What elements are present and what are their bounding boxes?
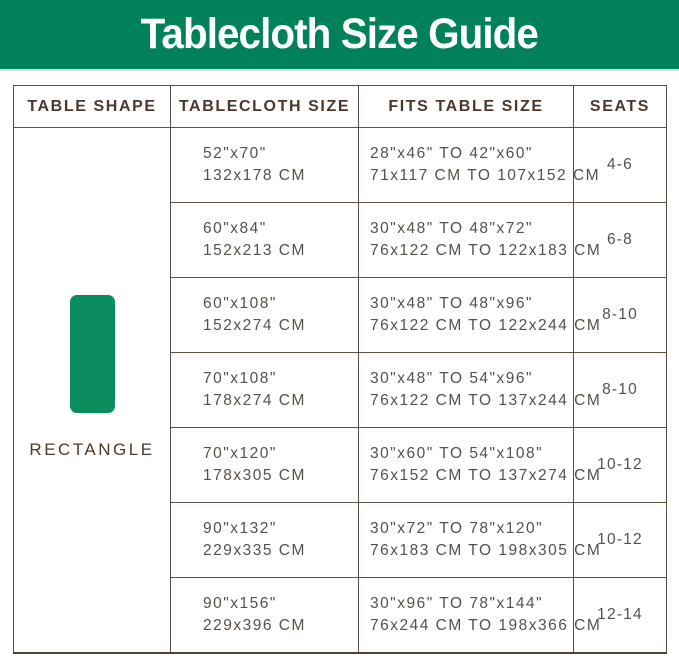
size-cm: 152x274 CM bbox=[203, 317, 306, 334]
size-inches: 60"x108" bbox=[203, 295, 277, 312]
tablecloth-size-cell bbox=[171, 278, 359, 353]
size-cm: 178x274 CM bbox=[203, 392, 306, 409]
title-banner bbox=[0, 0, 679, 71]
shape-block bbox=[15, 295, 169, 460]
tablecloth-size-cell bbox=[171, 578, 359, 653]
size-cm: 178x305 CM bbox=[203, 467, 306, 484]
fits-inches: 30"x72" TO 78"x120" bbox=[370, 520, 544, 537]
tablecloth-size-cell bbox=[171, 428, 359, 503]
size-cm: 229x335 CM bbox=[203, 542, 306, 559]
fits-inches: 28"x46" TO 42"x60" bbox=[370, 145, 534, 162]
fits-inches: 30"x48" TO 48"x96" bbox=[370, 295, 534, 312]
size-inches: 90"x156" bbox=[203, 594, 277, 612]
fits-table-size-cell bbox=[359, 503, 602, 578]
seats-cell: 6-8 bbox=[574, 203, 667, 278]
column-header-table-shape: TABLE SHAPE bbox=[14, 86, 171, 128]
column-header-seats: SEATS bbox=[574, 86, 667, 128]
size-inches: 70"x120" bbox=[203, 445, 277, 462]
column-header-fits-table-size: FITS TABLE SIZE bbox=[359, 86, 574, 128]
seats-cell: 10-12 bbox=[574, 503, 667, 578]
fits-cm: 76x122 CM TO 122x183 CM bbox=[370, 242, 602, 259]
fits-inches: 30"x48" TO 54"x96" bbox=[370, 370, 534, 387]
fits-table-size-cell bbox=[359, 203, 602, 278]
fits-inches: 30"x48" TO 48"x72" bbox=[370, 220, 534, 237]
seats-cell: 8-10 bbox=[574, 353, 667, 428]
tablecloth-size-cell bbox=[171, 203, 359, 278]
column-header-tablecloth-size: TABLECLOTH SIZE bbox=[171, 86, 359, 128]
fits-cm: 76x244 CM TO 198x366 CM bbox=[370, 616, 602, 634]
tablecloth-size-cell bbox=[171, 128, 359, 203]
size-guide-table bbox=[13, 85, 667, 654]
rectangle-shape-icon bbox=[70, 295, 115, 413]
size-inches: 70"x108" bbox=[203, 370, 277, 387]
fits-cm: 71x117 CM TO 107x152 CM bbox=[370, 167, 601, 184]
size-inches: 90"x132" bbox=[203, 520, 277, 537]
tablecloth-size-cell bbox=[171, 353, 359, 428]
fits-cm: 76x122 CM TO 137x244 CM bbox=[370, 392, 602, 409]
seats-cell: 12-14 bbox=[574, 578, 667, 653]
tablecloth-size-cell bbox=[171, 503, 359, 578]
fits-table-size-cell bbox=[359, 128, 601, 203]
shape-label: RECTANGLE bbox=[29, 440, 155, 460]
header-row bbox=[14, 86, 667, 128]
seats-cell: 4-6 bbox=[574, 128, 667, 203]
fits-table-size-cell bbox=[359, 578, 602, 653]
fits-table-size-cell bbox=[359, 278, 602, 353]
fits-cm: 76x183 CM TO 198x305 CM bbox=[370, 542, 602, 559]
seats-cell: 8-10 bbox=[574, 278, 667, 353]
shape-cell bbox=[14, 128, 171, 653]
fits-inches: 30"x60" TO 54"x108" bbox=[370, 445, 544, 462]
size-inches: 60"x84" bbox=[203, 220, 267, 237]
table-row bbox=[14, 128, 667, 203]
size-inches: 52"x70" bbox=[203, 145, 267, 162]
seats-cell: 10-12 bbox=[574, 428, 667, 503]
fits-table-size-cell bbox=[359, 353, 602, 428]
fits-table-size-cell bbox=[359, 428, 602, 503]
fits-cm: 76x152 CM TO 137x274 CM bbox=[370, 467, 602, 484]
fits-cm: 76x122 CM TO 122x244 CM bbox=[370, 317, 602, 334]
size-cm: 152x213 CM bbox=[203, 242, 306, 259]
size-cm: 132x178 CM bbox=[203, 167, 306, 184]
size-cm: 229x396 CM bbox=[203, 616, 306, 634]
page-title: Tablecloth Size Guide bbox=[140, 10, 539, 58]
fits-inches: 30"x96" TO 78"x144" bbox=[370, 594, 544, 612]
